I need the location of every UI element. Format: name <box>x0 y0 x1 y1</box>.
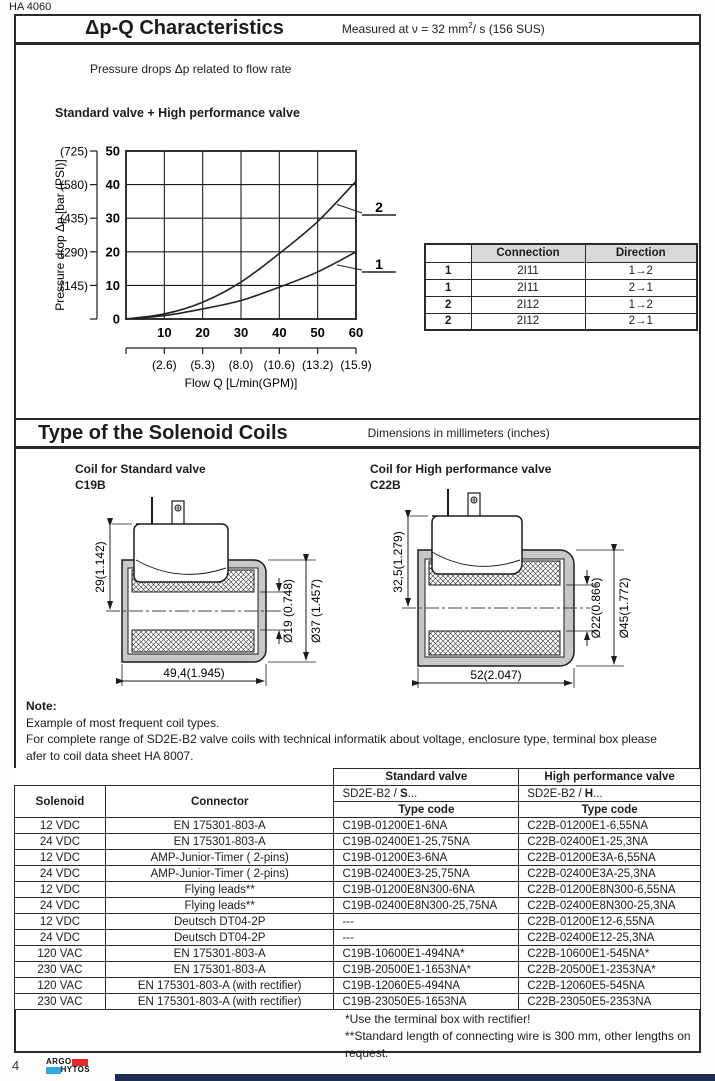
y-psi-label: (145) <box>59 278 88 293</box>
coil-table-cell: --- <box>334 930 519 946</box>
logo-word-argo: ARGO <box>46 1057 72 1066</box>
coil-table-cell: 24 VDC <box>15 898 106 914</box>
footnote-1: *Use the terminal box with rectifier! <box>345 1012 531 1026</box>
coil-table-cell: C22B-02400E1-25,3NA <box>519 834 701 850</box>
dimension-length <box>122 664 266 686</box>
y-axis-title: Pressure drop Δp [bar (PSI)] <box>53 159 67 311</box>
coil-table-row <box>15 818 701 834</box>
coil-standard-caption <box>75 461 206 493</box>
logo-word-hytos: HYTOS <box>60 1065 90 1074</box>
y-psi-label: (580) <box>59 178 88 193</box>
type-code-header-high: Type code <box>519 802 701 818</box>
dimension-length <box>418 668 574 688</box>
curve-label-leader <box>337 265 362 270</box>
svg-text:52(2.047): 52(2.047) <box>470 668 522 682</box>
x-gpm-label: (15.9) <box>340 358 372 372</box>
connection-cell: 2→1 <box>585 313 697 330</box>
x-tick-label: 40 <box>272 325 287 340</box>
pressure-drop-intro: Pressure drops Δp related to flow rate <box>90 62 292 76</box>
coil-table-cell: C22B-23050E5-2353NA <box>519 994 701 1010</box>
dimension-outer-diameter <box>576 550 631 666</box>
footnotes <box>345 1011 715 1062</box>
coil-table-cell: C19B-02400E1-25,75NA <box>334 834 519 850</box>
coil-table-cell: C19B-12060E5-494NA <box>334 978 519 994</box>
x-tick-label: 10 <box>157 325 172 340</box>
coil-table-row <box>15 930 701 946</box>
connection-header-connection: Connection <box>471 244 585 262</box>
coil-table-cell: 12 VDC <box>15 818 106 834</box>
coil-table-row <box>15 850 701 866</box>
winding-bottom <box>429 631 560 655</box>
note-line-3: afer to coil data sheet HA 8007. <box>26 748 194 763</box>
coil-table-cell: C22B-01200E8N300-6,55NA <box>519 882 701 898</box>
y-tick-label: 50 <box>105 143 120 159</box>
coil-table-cell: C22B-01200E12-6,55NA <box>519 914 701 930</box>
note-line-1: Example of most frequent coil types. <box>26 715 220 730</box>
group-header-high: High performance valve <box>519 769 701 786</box>
connection-cell: 2I11 <box>471 262 585 279</box>
coil-table-group-row <box>15 769 701 786</box>
connection-cell: 2I12 <box>471 296 585 313</box>
measured-at-note <box>342 21 545 36</box>
y-psi-label: (725) <box>59 144 88 159</box>
coil-table-cell: C19B-01200E1-6NA <box>334 818 519 834</box>
x-gpm-label: (8.0) <box>228 358 254 372</box>
coil-table-cell: 24 VDC <box>15 930 106 946</box>
coil-table-cell: Flying leads** <box>105 898 334 914</box>
y-tick-label: 10 <box>105 277 120 293</box>
model-bold-s: S <box>400 787 408 800</box>
coil-table-ghost-cell <box>15 769 334 786</box>
coil-high-code: C22B <box>370 478 401 492</box>
measured-suffix: / s (156 SUS) <box>472 21 545 36</box>
x-gpm-label: (13.2) <box>301 358 334 372</box>
type-code-header-standard: Type code <box>334 802 519 818</box>
coil-table-cell: C22B-12060E5-545NA <box>519 978 701 994</box>
coil-table-row <box>15 946 701 962</box>
curve-label-leader <box>337 204 362 213</box>
footnote-2: **Standard length of connecting wire is 300 mm, other lengths on request. <box>345 1029 691 1060</box>
coil-table-cell: AMP-Junior-Timer ( 2-pins) <box>105 866 334 882</box>
winding-bottom <box>132 630 254 652</box>
coil-table-row <box>15 882 701 898</box>
column-header-connector: Connector <box>105 786 334 818</box>
section-dpq-title: Δp-Q Characteristics <box>85 16 284 39</box>
connection-table-body <box>425 262 697 330</box>
model-bold-h: H <box>584 787 594 800</box>
model-prefix: SD2E-B2 / <box>342 787 400 800</box>
coil-table-cell: C22B-01200E1-6,55NA <box>519 818 701 834</box>
coil-table-row <box>15 866 701 882</box>
connection-cell: 2 <box>425 296 471 313</box>
coil-table-cell: C22B-02400E3A-25,3NA <box>519 866 701 882</box>
y-tick-label: 0 <box>112 311 120 327</box>
coil-table-row <box>15 962 701 978</box>
x-axis-title: Flow Q [L/min(GPM)] <box>184 376 298 390</box>
coil-table-cell: --- <box>334 914 519 930</box>
measured-superscript: 2 <box>468 20 473 30</box>
pin-with-screw <box>172 501 184 525</box>
coil-standard-caption-text: Coil for Standard valve <box>75 462 206 476</box>
coil-table-cell: 230 VAC <box>15 994 106 1010</box>
x-gpm-label: (2.6) <box>151 358 177 372</box>
connection-cell: 2I12 <box>471 313 585 330</box>
y-tick-label: 20 <box>105 244 120 260</box>
y-psi-label: (290) <box>59 245 88 260</box>
connection-table <box>424 243 698 331</box>
note-line-2: For complete range of SD2E-B2 valve coils with technical informatik about voltage, enclosure type, terminal box please <box>26 732 657 746</box>
y-psi-label: (435) <box>59 211 88 226</box>
coil-table-cell: EN 175301-803-A <box>105 818 334 834</box>
logo-blue-block <box>46 1067 61 1074</box>
connection-table-header-row <box>425 244 697 262</box>
connection-header-blank <box>425 244 471 262</box>
dpq-chart <box>48 136 410 390</box>
svg-text:29(1.142): 29(1.142) <box>93 541 107 593</box>
connection-row <box>425 313 697 330</box>
coil-table-cell: EN 175301-803-A (with rectifier) <box>105 994 334 1010</box>
coil-table-cell: C22B-02400E8N300-25,3NA <box>519 898 701 914</box>
model-suffix: ... <box>407 787 418 800</box>
x-gpm-label: (5.3) <box>190 358 216 372</box>
coil-table-cell: C19B-20500E1-1653NA* <box>334 962 519 978</box>
page-number: 4 <box>12 1058 20 1073</box>
model-suffix: ... <box>593 787 603 800</box>
coil-table-cell: EN 175301-803-A <box>105 834 334 850</box>
coil-table-cell: EN 175301-803-A <box>105 962 334 978</box>
section-dpq-header <box>14 14 701 45</box>
coil-table-cell: C19B-01200E8N300-6NA <box>334 882 519 898</box>
x-tick-label: 30 <box>233 325 249 340</box>
coil-table-row <box>15 834 701 850</box>
coil-table-cell: 120 VAC <box>15 978 106 994</box>
footer-bar <box>115 1074 715 1081</box>
svg-text:Ø37 (1.457): Ø37 (1.457) <box>309 578 323 644</box>
coil-type-table <box>14 768 701 1010</box>
coil-table-cell: Deutsch DT04-2P <box>105 914 334 930</box>
connection-cell: 1→2 <box>585 296 697 313</box>
coil-table-row <box>15 914 701 930</box>
connection-cell: 2I11 <box>471 279 585 296</box>
coil-table-row <box>15 994 701 1010</box>
svg-text:Ø19 (0.748): Ø19 (0.748) <box>281 578 295 644</box>
coil-table-cell: Deutsch DT04-2P <box>105 930 334 946</box>
coil-table-row <box>15 978 701 994</box>
document-number: HA 4060 <box>9 1 52 13</box>
svg-text:32,5(1.279): 32,5(1.279) <box>391 531 405 593</box>
coil-table-cell: EN 175301-803-A <box>105 946 334 962</box>
x-tick-label: 20 <box>195 325 210 340</box>
coil-table-cell: 12 VDC <box>15 882 106 898</box>
measured-prefix: Measured at ν = 32 mm <box>341 21 469 36</box>
connection-cell: 2 <box>425 313 471 330</box>
chart-title: Standard valve + High performance valve <box>55 106 300 120</box>
coil-high-caption-text: Coil for High performance valve <box>370 462 552 476</box>
connection-cell: 1→2 <box>585 262 697 279</box>
connector-housing <box>134 524 228 582</box>
pin-with-screw <box>468 493 480 517</box>
coil-table-cell: C22B-10600E1-545NA* <box>519 946 701 962</box>
x-tick-label: 50 <box>310 325 325 340</box>
coil-table-cell: C19B-10600E1-494NA* <box>334 946 519 962</box>
coil-standard-code: C19B <box>75 478 106 492</box>
note-title: Note: <box>26 699 57 713</box>
svg-text:Ø22(0.866): Ø22(0.866) <box>589 577 603 639</box>
coil-table-cell: C19B-02400E8N300-25,75NA <box>334 898 519 914</box>
note-block <box>26 698 657 764</box>
coil-table-cell: C19B-23050E5-1653NA <box>334 994 519 1010</box>
curve-label: 2 <box>375 199 383 215</box>
connection-row <box>425 279 697 296</box>
x-tick-label: 60 <box>348 325 364 340</box>
x-gpm-label: (10.6) <box>263 358 296 372</box>
curve-label: 1 <box>375 256 383 272</box>
coil-table-cell: 12 VDC <box>15 850 106 866</box>
coil-drawing-c22b <box>368 486 646 696</box>
connection-cell: 1 <box>425 262 471 279</box>
coil-table-cell: C22B-02400E12-25,3NA <box>519 930 701 946</box>
model-high <box>519 786 701 802</box>
coil-table-cell: C22B-20500E1-2353NA* <box>519 962 701 978</box>
coil-table-cell: EN 175301-803-A (with rectifier) <box>105 978 334 994</box>
svg-text:Ø45(1.772): Ø45(1.772) <box>617 577 631 639</box>
section-coils-header <box>14 418 701 449</box>
model-standard <box>334 786 519 802</box>
connection-row <box>425 296 697 313</box>
coil-table-cell: 12 VDC <box>15 914 106 930</box>
coil-table-row <box>15 898 701 914</box>
connection-cell: 1 <box>425 279 471 296</box>
group-header-standard: Standard valve <box>334 769 519 786</box>
coil-table-cell: 120 VAC <box>15 946 106 962</box>
coil-table-cell: AMP-Junior-Timer ( 2-pins) <box>105 850 334 866</box>
coil-table-cell: 24 VDC <box>15 834 106 850</box>
coil-table-cell: C19B-02400E3-25,75NA <box>334 866 519 882</box>
connection-row <box>425 262 697 279</box>
coil-table-cell: Flying leads** <box>105 882 334 898</box>
svg-text:49,4(1.945): 49,4(1.945) <box>163 666 225 680</box>
connector-housing <box>432 516 522 574</box>
coil-table-cell: 24 VDC <box>15 866 106 882</box>
connection-cell: 2→1 <box>585 279 697 296</box>
coil-table-cell: 230 VAC <box>15 962 106 978</box>
y-tick-label: 40 <box>105 177 120 193</box>
coil-table-body <box>15 818 701 1010</box>
argo-hytos-logo <box>46 1058 90 1074</box>
section-coils-title: Type of the Solenoid Coils <box>38 421 288 444</box>
model-prefix: SD2E-B2 / <box>527 787 585 800</box>
coil-table-cell: C19B-01200E3-6NA <box>334 850 519 866</box>
y-tick-label: 30 <box>105 210 120 226</box>
coil-table-model-row <box>15 786 701 802</box>
connection-header-direction: Direction <box>585 244 697 262</box>
coil-drawing-c19b <box>66 492 328 694</box>
column-header-solenoid: Solenoid <box>15 786 106 818</box>
coil-table-cell: C22B-01200E3A-6,55NA <box>519 850 701 866</box>
dimensions-note: Dimensions in millimeters (inches) <box>367 426 550 440</box>
